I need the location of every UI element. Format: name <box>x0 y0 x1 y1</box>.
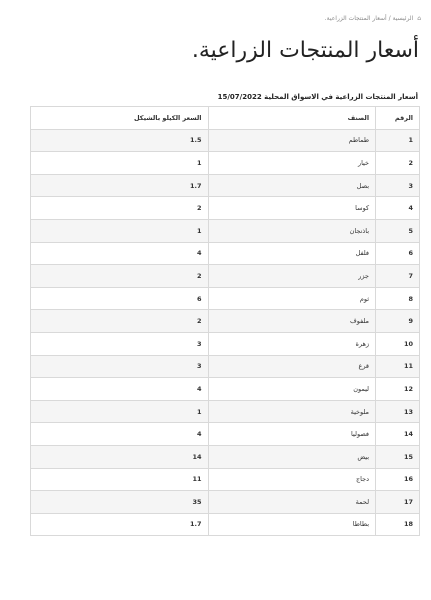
cell-num: 10 <box>376 332 420 355</box>
table-row <box>31 400 420 423</box>
cell-name: ملوخية <box>208 400 376 423</box>
cell-num: 2 <box>376 152 420 175</box>
cell-num: 11 <box>376 355 420 378</box>
cell-num: 14 <box>376 423 420 446</box>
table-row <box>31 445 420 468</box>
breadcrumb-current: أسعار المنتجات الزراعية. <box>324 15 387 22</box>
cell-name: لحمة <box>208 491 376 514</box>
cell-price: 2 <box>31 265 209 288</box>
cell-name: ملفوف <box>208 310 376 333</box>
cell-num: 9 <box>376 310 420 333</box>
cell-price: 3 <box>31 355 209 378</box>
table-row <box>31 423 420 446</box>
table-row <box>31 174 420 197</box>
cell-price: 1 <box>31 400 209 423</box>
cell-price: 1 <box>31 152 209 175</box>
cell-name: خيار <box>208 152 376 175</box>
cell-num: 15 <box>376 445 420 468</box>
cell-num: 1 <box>376 129 420 152</box>
table-body <box>31 129 420 536</box>
cell-price: 14 <box>31 445 209 468</box>
table-row <box>31 332 420 355</box>
cell-num: 7 <box>376 265 420 288</box>
cell-num: 18 <box>376 513 420 536</box>
header-price: السعر الكيلو بالشيكل <box>31 107 209 130</box>
cell-name: ثوم <box>208 287 376 310</box>
cell-price: 6 <box>31 287 209 310</box>
cell-price: 1.5 <box>31 129 209 152</box>
cell-num: 4 <box>376 197 420 220</box>
cell-price: 1.7 <box>31 513 209 536</box>
cell-name: قرع <box>208 355 376 378</box>
cell-name: جزر <box>208 265 376 288</box>
table-header-row <box>31 107 420 130</box>
table-row <box>31 355 420 378</box>
cell-num: 12 <box>376 378 420 401</box>
cell-name: ليمون <box>208 378 376 401</box>
table-row <box>31 129 420 152</box>
cell-price: 2 <box>31 197 209 220</box>
cell-name: دجاج <box>208 468 376 491</box>
cell-price: 2 <box>31 310 209 333</box>
cell-price: 4 <box>31 378 209 401</box>
cell-num: 3 <box>376 174 420 197</box>
prices-table <box>30 106 420 536</box>
cell-name: طماطم <box>208 129 376 152</box>
cell-num: 8 <box>376 287 420 310</box>
table-row <box>31 265 420 288</box>
table-caption: أسعار المنتجات الزراعية في الاسواق المحلية 15/07/2022 <box>217 93 418 101</box>
cell-num: 6 <box>376 242 420 265</box>
cell-name: بصل <box>208 174 376 197</box>
cell-name: فلفل <box>208 242 376 265</box>
table-row <box>31 491 420 514</box>
cell-name: باذنجان <box>208 219 376 242</box>
table-row <box>31 468 420 491</box>
table-row <box>31 287 420 310</box>
breadcrumb-home-link[interactable]: الرئيسية <box>392 15 414 22</box>
cell-num: 16 <box>376 468 420 491</box>
table-row <box>31 197 420 220</box>
cell-num: 5 <box>376 219 420 242</box>
table-row <box>31 242 420 265</box>
cell-price: 11 <box>31 468 209 491</box>
table-row <box>31 310 420 333</box>
cell-price: 4 <box>31 423 209 446</box>
header-name: الصنف <box>208 107 376 130</box>
cell-price: 3 <box>31 332 209 355</box>
breadcrumb <box>325 15 421 22</box>
cell-name: زهرة <box>208 332 376 355</box>
breadcrumb-separator: / <box>388 15 391 22</box>
cell-name: بطاطا <box>208 513 376 536</box>
cell-name: كوسا <box>208 197 376 220</box>
cell-price: 4 <box>31 242 209 265</box>
cell-num: 13 <box>376 400 420 423</box>
cell-price: 35 <box>31 491 209 514</box>
page-title: أسعار المنتجات الزراعية. <box>191 38 419 63</box>
cell-price: 1 <box>31 219 209 242</box>
home-icon[interactable]: ⌂ <box>417 15 421 22</box>
cell-num: 17 <box>376 491 420 514</box>
cell-name: فصوليا <box>208 423 376 446</box>
table-row <box>31 219 420 242</box>
table-row <box>31 513 420 536</box>
header-num: الرقم <box>376 107 420 130</box>
cell-name: بيض <box>208 445 376 468</box>
table-row <box>31 378 420 401</box>
cell-price: 1.7 <box>31 174 209 197</box>
table-row <box>31 152 420 175</box>
